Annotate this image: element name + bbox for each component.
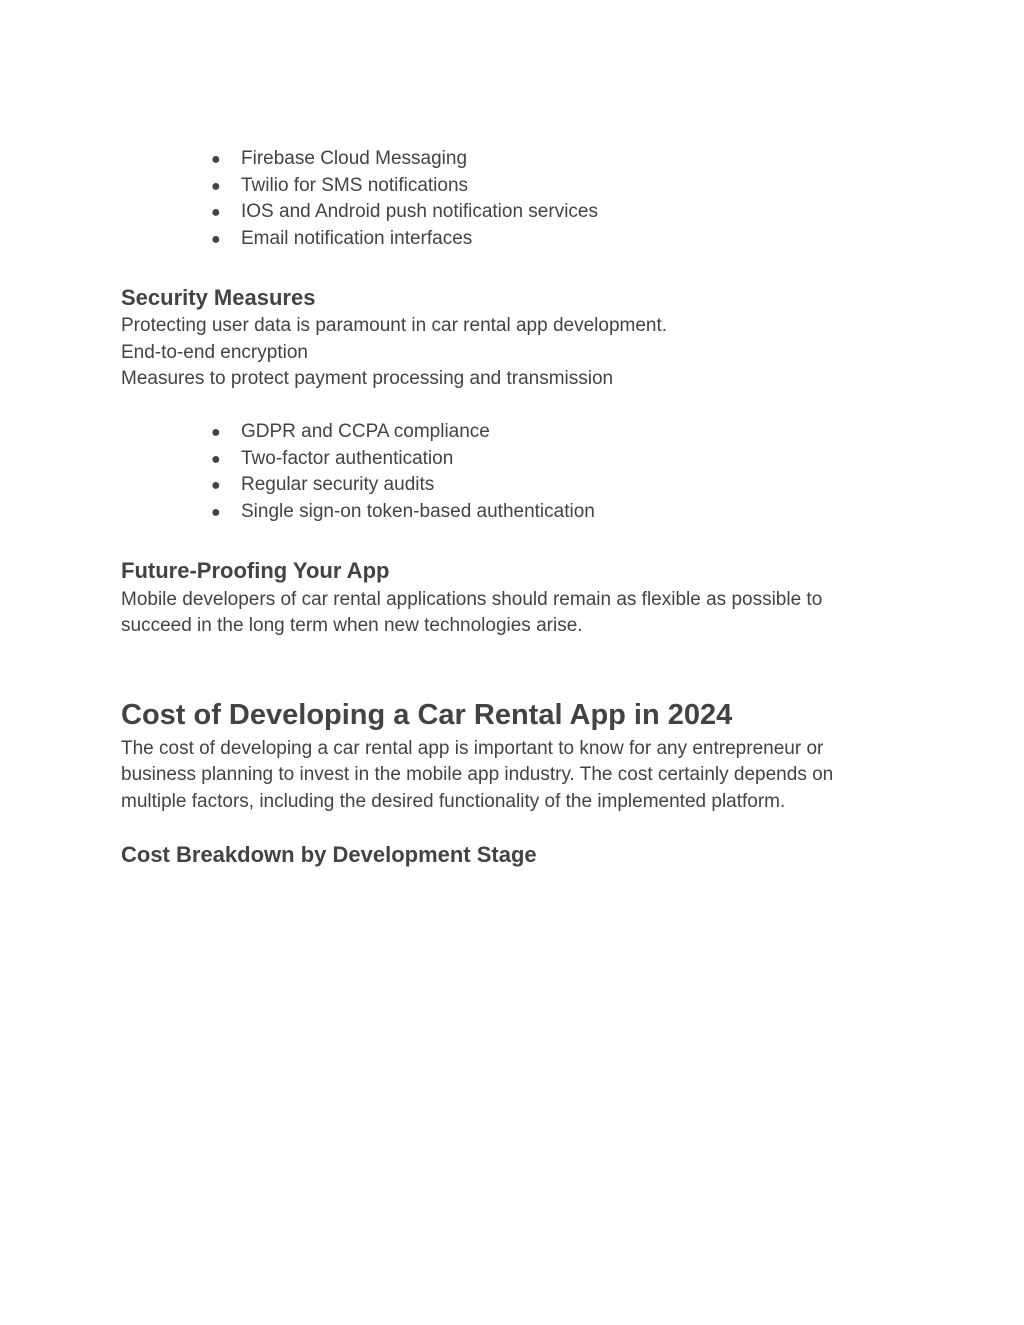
cost-breakdown-heading: Cost Breakdown by Development Stage xyxy=(121,842,537,867)
list-item-text: Firebase Cloud Messaging xyxy=(241,148,468,169)
bullet-icon: ● xyxy=(211,177,221,195)
security-line-2: End-to-end encryption xyxy=(121,342,308,363)
list-item xyxy=(211,472,595,499)
list-item-text: Two-factor authentication xyxy=(241,447,454,469)
cost-line-1: The cost of developing a car rental app is important to know for any entrepreneur or xyxy=(121,738,824,759)
list-item-text: Single sign-on token-based authentication xyxy=(241,500,595,522)
bullet-icon: ● xyxy=(211,151,221,168)
security-line-3: Measures to protect payment processing and transmission xyxy=(121,368,614,389)
cost-heading: Cost of Developing a Car Rental App in 2024 xyxy=(121,699,733,731)
bullet-icon: ● xyxy=(211,503,221,521)
list-item-text: Twilio for SMS notifications xyxy=(241,174,469,196)
security-line-1: Protecting user data is paramount in car rental app development. xyxy=(121,315,668,336)
list-item-text: GDPR and CCPA compliance xyxy=(241,421,490,442)
future-proofing-heading: Future-Proofing Your App xyxy=(121,558,390,583)
notification-services-list xyxy=(211,146,598,252)
security-list xyxy=(211,419,595,525)
cost-line-3: multiple factors, including the desired functionality of the implemented platform. xyxy=(121,791,786,812)
cost-line-2: business planning to invest in the mobile app industry. The cost certainly depends on xyxy=(121,764,834,785)
list-item xyxy=(211,419,595,446)
bullet-icon: ● xyxy=(211,477,221,494)
list-item xyxy=(211,226,598,253)
list-item xyxy=(211,446,595,473)
bullet-icon: ● xyxy=(211,424,221,441)
bullet-icon: ● xyxy=(211,204,221,221)
list-item xyxy=(211,499,595,526)
list-item xyxy=(211,146,598,173)
list-item xyxy=(211,199,598,226)
bullet-icon: ● xyxy=(211,450,221,468)
future-proofing-line-1: Mobile developers of car rental applications should remain as flexible as possible to xyxy=(121,589,823,610)
list-item xyxy=(211,173,598,200)
future-proofing-line-2: succeed in the long term when new technologies arise. xyxy=(121,615,583,636)
list-item-text: Email notification interfaces xyxy=(241,227,473,249)
bullet-icon: ● xyxy=(211,230,221,248)
list-item-text: Regular security audits xyxy=(241,474,435,495)
list-item-text: IOS and Android push notification services xyxy=(241,201,598,222)
security-heading: Security Measures xyxy=(121,285,316,310)
